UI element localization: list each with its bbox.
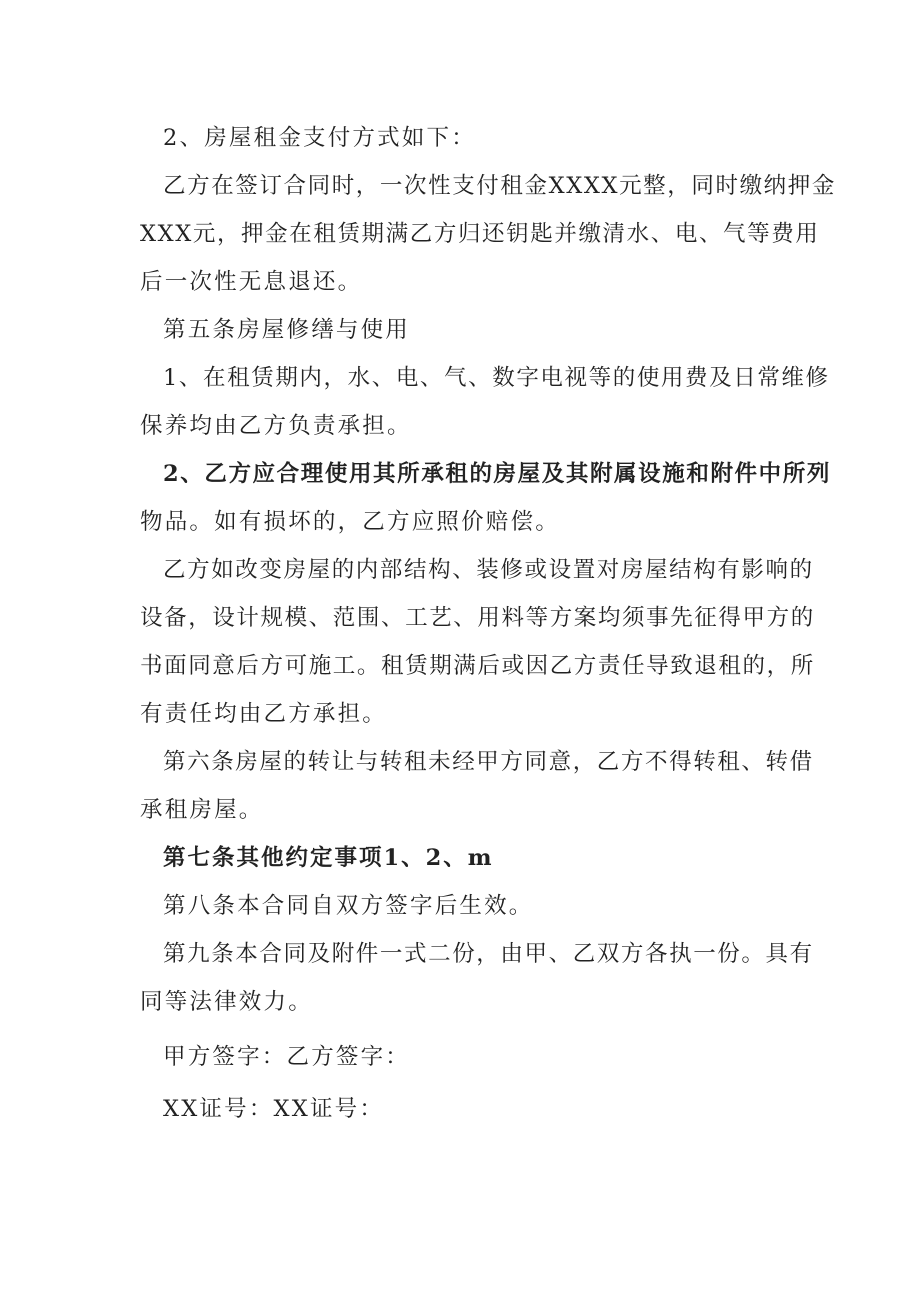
payment-clause-line-3: 后一次性无息退还。 [140, 269, 363, 295]
payment-clause-line-1: 乙方在签订合同时，一次性支付租金XXXX元整，同时缴纳押金 [163, 173, 836, 199]
id-number-line: XX证号：XX证号： [163, 1096, 385, 1122]
alteration-clause-line-1: 乙方如改变房屋的内部结构、装修或设置对房屋结构有影响的 [163, 557, 814, 583]
article-6-line-2: 承租房屋。 [140, 797, 264, 823]
article-6-line-1: 第六条房屋的转让与转租未经甲方同意，乙方不得转租、转借 [163, 749, 814, 775]
article-5-item-2-line-2: 物品。如有损坏的，乙方应照价赔偿。 [140, 509, 560, 535]
alteration-clause-line-3: 书面同意后方可施工。租赁期满后或因乙方责任导致退租的，所 [140, 653, 815, 679]
alteration-clause-line-4: 有责任均由乙方承担。 [140, 701, 388, 727]
article-5-heading: 第五条房屋修缮与使用 [163, 317, 411, 343]
payment-clause-line-2: XXX元，押金在租赁期满乙方归还钥匙并缴清水、电、气等费用 [140, 221, 820, 247]
article-9-line-2: 同等法律效力。 [140, 989, 313, 1015]
article-5-item-1-line-1: 1、在租赁期内，水、电、气、数字电视等的使用费及日常维修 [163, 365, 830, 391]
article-8: 第八条本合同自双方签字后生效。 [163, 893, 534, 919]
article-9-line-1: 第九条本合同及附件一式二份，由甲、乙双方各执一份。具有 [163, 941, 814, 967]
payment-method-heading: 2、房屋租金支付方式如下： [163, 125, 476, 151]
article-5-item-2-line-1: 2、乙方应合理使用其所承租的房屋及其附属设施和附件中所列 [163, 461, 831, 487]
article-7: 第七条其他约定事项1、2、m [163, 845, 494, 871]
article-5-item-1-line-2: 保养均由乙方负责承担。 [140, 413, 412, 439]
signature-line: 甲方签字：乙方签字： [163, 1044, 411, 1070]
alteration-clause-line-2: 设备，设计规模、范围、工艺、用料等方案均须事先征得甲方的 [140, 605, 815, 631]
